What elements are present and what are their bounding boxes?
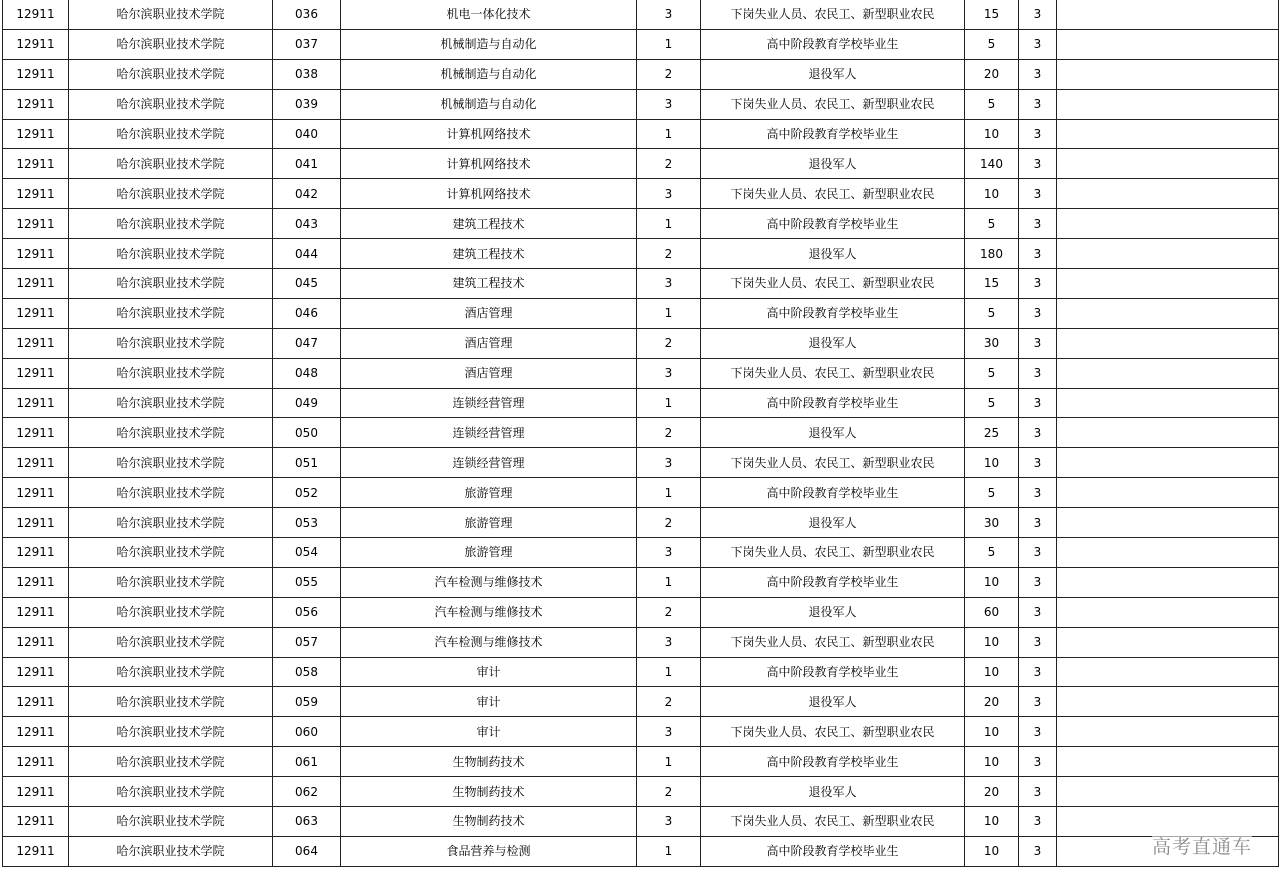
cell-remarks (1057, 119, 1279, 149)
cell-category: 1 (637, 29, 701, 59)
cell-major-name: 生物制药技术 (341, 777, 637, 807)
cell-school-name: 哈尔滨职业技术学院 (69, 29, 273, 59)
cell-school-name: 哈尔滨职业技术学院 (69, 717, 273, 747)
cell-school-name: 哈尔滨职业技术学院 (69, 89, 273, 119)
cell-applicant-type: 下岗失业人员、农民工、新型职业农民 (701, 717, 965, 747)
cell-major-code: 043 (273, 209, 341, 239)
table-row (3, 298, 1279, 328)
cell-school-code: 12911 (3, 29, 69, 59)
cell-category: 1 (637, 567, 701, 597)
cell-major-name: 酒店管理 (341, 358, 637, 388)
cell-remarks (1057, 89, 1279, 119)
cell-applicant-type: 高中阶段教育学校毕业生 (701, 747, 965, 777)
cell-quota: 10 (965, 836, 1019, 866)
cell-major-code: 041 (273, 149, 341, 179)
cell-school-code: 12911 (3, 328, 69, 358)
cell-school-code: 12911 (3, 807, 69, 837)
cell-major-code: 064 (273, 836, 341, 866)
cell-category: 2 (637, 239, 701, 269)
cell-applicant-type: 退役军人 (701, 328, 965, 358)
cell-major-name: 建筑工程技术 (341, 239, 637, 269)
cell-remarks (1057, 567, 1279, 597)
cell-applicant-type: 高中阶段教育学校毕业生 (701, 298, 965, 328)
cell-major-code: 036 (273, 0, 341, 29)
cell-applicant-type: 高中阶段教育学校毕业生 (701, 567, 965, 597)
cell-remarks (1057, 717, 1279, 747)
cell-remarks (1057, 209, 1279, 239)
cell-school-code: 12911 (3, 836, 69, 866)
cell-applicant-type: 下岗失业人员、农民工、新型职业农民 (701, 627, 965, 657)
cell-school-code: 12911 (3, 89, 69, 119)
table-row (3, 358, 1279, 388)
cell-quota: 10 (965, 567, 1019, 597)
cell-major-name: 审计 (341, 657, 637, 687)
cell-major-code: 046 (273, 298, 341, 328)
cell-quota: 5 (965, 538, 1019, 568)
table-row (3, 269, 1279, 299)
cell-school-code: 12911 (3, 567, 69, 597)
cell-category: 2 (637, 508, 701, 538)
table-row (3, 777, 1279, 807)
table-row (3, 567, 1279, 597)
cell-major-code: 054 (273, 538, 341, 568)
table-row (3, 747, 1279, 777)
cell-category: 3 (637, 89, 701, 119)
cell-duration: 3 (1019, 747, 1057, 777)
cell-duration: 3 (1019, 59, 1057, 89)
cell-remarks (1057, 59, 1279, 89)
cell-major-code: 062 (273, 777, 341, 807)
cell-quota: 15 (965, 0, 1019, 29)
cell-duration: 3 (1019, 119, 1057, 149)
cell-school-code: 12911 (3, 0, 69, 29)
cell-duration: 3 (1019, 328, 1057, 358)
cell-major-name: 审计 (341, 687, 637, 717)
cell-duration: 3 (1019, 777, 1057, 807)
cell-major-code: 058 (273, 657, 341, 687)
cell-duration: 3 (1019, 209, 1057, 239)
cell-duration: 3 (1019, 0, 1057, 29)
cell-major-code: 063 (273, 807, 341, 837)
cell-quota: 15 (965, 269, 1019, 299)
cell-major-code: 049 (273, 388, 341, 418)
cell-duration: 3 (1019, 597, 1057, 627)
cell-major-code: 053 (273, 508, 341, 538)
table-row (3, 836, 1279, 866)
cell-quota: 60 (965, 597, 1019, 627)
cell-school-name: 哈尔滨职业技术学院 (69, 0, 273, 29)
cell-category: 3 (637, 538, 701, 568)
cell-major-code: 056 (273, 597, 341, 627)
cell-applicant-type: 高中阶段教育学校毕业生 (701, 209, 965, 239)
cell-major-name: 旅游管理 (341, 508, 637, 538)
cell-applicant-type: 退役军人 (701, 59, 965, 89)
watermark-text: 高考直通车 (1152, 832, 1252, 859)
cell-school-code: 12911 (3, 747, 69, 777)
cell-school-name: 哈尔滨职业技术学院 (69, 508, 273, 538)
cell-school-code: 12911 (3, 298, 69, 328)
cell-major-name: 机械制造与自动化 (341, 89, 637, 119)
cell-school-name: 哈尔滨职业技术学院 (69, 269, 273, 299)
cell-school-name: 哈尔滨职业技术学院 (69, 836, 273, 866)
cell-category: 3 (637, 448, 701, 478)
cell-quota: 10 (965, 717, 1019, 747)
cell-school-code: 12911 (3, 209, 69, 239)
cell-major-name: 酒店管理 (341, 298, 637, 328)
cell-applicant-type: 退役军人 (701, 508, 965, 538)
cell-category: 1 (637, 657, 701, 687)
cell-quota: 20 (965, 777, 1019, 807)
cell-applicant-type: 高中阶段教育学校毕业生 (701, 657, 965, 687)
cell-school-name: 哈尔滨职业技术学院 (69, 209, 273, 239)
cell-major-name: 建筑工程技术 (341, 209, 637, 239)
cell-quota: 30 (965, 328, 1019, 358)
cell-major-name: 建筑工程技术 (341, 269, 637, 299)
cell-quota: 10 (965, 448, 1019, 478)
cell-major-name: 生物制药技术 (341, 807, 637, 837)
cell-major-code: 052 (273, 478, 341, 508)
cell-school-name: 哈尔滨职业技术学院 (69, 119, 273, 149)
cell-major-code: 037 (273, 29, 341, 59)
cell-remarks (1057, 747, 1279, 777)
cell-major-code: 061 (273, 747, 341, 777)
cell-remarks (1057, 358, 1279, 388)
cell-major-code: 044 (273, 239, 341, 269)
cell-category: 3 (637, 179, 701, 209)
cell-category: 3 (637, 358, 701, 388)
table-body (3, 0, 1279, 866)
cell-duration: 3 (1019, 807, 1057, 837)
table-row (3, 239, 1279, 269)
cell-remarks (1057, 597, 1279, 627)
cell-remarks (1057, 418, 1279, 448)
enrollment-table (2, 0, 1279, 867)
cell-duration: 3 (1019, 388, 1057, 418)
cell-school-code: 12911 (3, 418, 69, 448)
cell-school-name: 哈尔滨职业技术学院 (69, 478, 273, 508)
cell-duration: 3 (1019, 298, 1057, 328)
cell-category: 3 (637, 627, 701, 657)
cell-duration: 3 (1019, 89, 1057, 119)
cell-duration: 3 (1019, 418, 1057, 448)
cell-category: 2 (637, 149, 701, 179)
table-row (3, 418, 1279, 448)
cell-applicant-type: 下岗失业人员、农民工、新型职业农民 (701, 358, 965, 388)
cell-duration: 3 (1019, 179, 1057, 209)
table-row (3, 597, 1279, 627)
cell-school-name: 哈尔滨职业技术学院 (69, 328, 273, 358)
cell-remarks (1057, 657, 1279, 687)
table-row (3, 209, 1279, 239)
cell-school-name: 哈尔滨职业技术学院 (69, 567, 273, 597)
cell-major-code: 042 (273, 179, 341, 209)
cell-major-name: 连锁经营管理 (341, 418, 637, 448)
table-row (3, 388, 1279, 418)
cell-school-name: 哈尔滨职业技术学院 (69, 239, 273, 269)
cell-major-code: 055 (273, 567, 341, 597)
cell-applicant-type: 高中阶段教育学校毕业生 (701, 388, 965, 418)
cell-major-name: 机电一体化技术 (341, 0, 637, 29)
cell-remarks (1057, 269, 1279, 299)
table-row (3, 179, 1279, 209)
cell-category: 2 (637, 59, 701, 89)
cell-school-name: 哈尔滨职业技术学院 (69, 807, 273, 837)
cell-school-name: 哈尔滨职业技术学院 (69, 448, 273, 478)
cell-major-name: 旅游管理 (341, 538, 637, 568)
cell-duration: 3 (1019, 478, 1057, 508)
cell-category: 2 (637, 597, 701, 627)
cell-applicant-type: 下岗失业人员、农民工、新型职业农民 (701, 89, 965, 119)
cell-school-name: 哈尔滨职业技术学院 (69, 149, 273, 179)
cell-category: 1 (637, 119, 701, 149)
table-row (3, 657, 1279, 687)
cell-major-name: 汽车检测与维修技术 (341, 627, 637, 657)
cell-major-code: 048 (273, 358, 341, 388)
cell-duration: 3 (1019, 836, 1057, 866)
cell-major-name: 审计 (341, 717, 637, 747)
cell-major-name: 汽车检测与维修技术 (341, 567, 637, 597)
cell-major-name: 食品营养与检测 (341, 836, 637, 866)
cell-major-name: 生物制药技术 (341, 747, 637, 777)
table-row (3, 328, 1279, 358)
table-row (3, 538, 1279, 568)
cell-duration: 3 (1019, 567, 1057, 597)
cell-applicant-type: 退役军人 (701, 777, 965, 807)
cell-applicant-type: 下岗失业人员、农民工、新型职业农民 (701, 0, 965, 29)
cell-remarks (1057, 298, 1279, 328)
cell-quota: 5 (965, 29, 1019, 59)
cell-school-name: 哈尔滨职业技术学院 (69, 538, 273, 568)
table-row (3, 478, 1279, 508)
cell-school-code: 12911 (3, 448, 69, 478)
cell-applicant-type: 退役军人 (701, 149, 965, 179)
cell-remarks (1057, 538, 1279, 568)
cell-applicant-type: 下岗失业人员、农民工、新型职业农民 (701, 538, 965, 568)
cell-quota: 5 (965, 478, 1019, 508)
cell-major-name: 旅游管理 (341, 478, 637, 508)
cell-school-name: 哈尔滨职业技术学院 (69, 59, 273, 89)
cell-duration: 3 (1019, 687, 1057, 717)
cell-school-code: 12911 (3, 717, 69, 747)
cell-applicant-type: 高中阶段教育学校毕业生 (701, 119, 965, 149)
cell-duration: 3 (1019, 269, 1057, 299)
table-row (3, 807, 1279, 837)
cell-category: 1 (637, 209, 701, 239)
cell-school-code: 12911 (3, 627, 69, 657)
cell-applicant-type: 下岗失业人员、农民工、新型职业农民 (701, 179, 965, 209)
cell-category: 3 (637, 807, 701, 837)
cell-major-code: 040 (273, 119, 341, 149)
cell-school-code: 12911 (3, 538, 69, 568)
cell-category: 1 (637, 388, 701, 418)
cell-category: 2 (637, 687, 701, 717)
cell-school-code: 12911 (3, 149, 69, 179)
cell-school-code: 12911 (3, 59, 69, 89)
cell-major-code: 047 (273, 328, 341, 358)
cell-quota: 10 (965, 657, 1019, 687)
cell-school-name: 哈尔滨职业技术学院 (69, 777, 273, 807)
cell-remarks (1057, 179, 1279, 209)
cell-duration: 3 (1019, 239, 1057, 269)
cell-remarks (1057, 239, 1279, 269)
table-row (3, 119, 1279, 149)
cell-major-code: 050 (273, 418, 341, 448)
cell-major-name: 机械制造与自动化 (341, 59, 637, 89)
table-row (3, 0, 1279, 29)
table-row (3, 89, 1279, 119)
cell-remarks (1057, 149, 1279, 179)
cell-category: 1 (637, 478, 701, 508)
cell-major-name: 计算机网络技术 (341, 149, 637, 179)
cell-duration: 3 (1019, 149, 1057, 179)
cell-school-name: 哈尔滨职业技术学院 (69, 597, 273, 627)
table-row (3, 717, 1279, 747)
table-row (3, 508, 1279, 538)
cell-major-name: 连锁经营管理 (341, 448, 637, 478)
cell-remarks (1057, 687, 1279, 717)
cell-quota: 25 (965, 418, 1019, 448)
cell-duration: 3 (1019, 358, 1057, 388)
cell-major-code: 039 (273, 89, 341, 119)
table-row (3, 448, 1279, 478)
cell-school-code: 12911 (3, 687, 69, 717)
cell-applicant-type: 下岗失业人员、农民工、新型职业农民 (701, 448, 965, 478)
cell-school-code: 12911 (3, 777, 69, 807)
cell-remarks (1057, 777, 1279, 807)
cell-category: 3 (637, 0, 701, 29)
cell-remarks (1057, 627, 1279, 657)
cell-category: 1 (637, 298, 701, 328)
cell-quota: 20 (965, 59, 1019, 89)
cell-applicant-type: 下岗失业人员、农民工、新型职业农民 (701, 269, 965, 299)
cell-school-code: 12911 (3, 478, 69, 508)
cell-quota: 5 (965, 89, 1019, 119)
cell-applicant-type: 退役军人 (701, 239, 965, 269)
cell-school-code: 12911 (3, 388, 69, 418)
cell-category: 1 (637, 747, 701, 777)
table-row (3, 29, 1279, 59)
cell-quota: 10 (965, 179, 1019, 209)
cell-school-code: 12911 (3, 269, 69, 299)
cell-applicant-type: 高中阶段教育学校毕业生 (701, 478, 965, 508)
cell-quota: 10 (965, 747, 1019, 777)
cell-applicant-type: 退役军人 (701, 687, 965, 717)
cell-category: 2 (637, 328, 701, 358)
cell-duration: 3 (1019, 538, 1057, 568)
cell-major-code: 057 (273, 627, 341, 657)
cell-remarks (1057, 388, 1279, 418)
cell-major-name: 酒店管理 (341, 328, 637, 358)
table-row (3, 687, 1279, 717)
cell-category: 3 (637, 717, 701, 747)
cell-school-name: 哈尔滨职业技术学院 (69, 388, 273, 418)
cell-quota: 180 (965, 239, 1019, 269)
cell-school-code: 12911 (3, 119, 69, 149)
cell-major-code: 045 (273, 269, 341, 299)
cell-duration: 3 (1019, 508, 1057, 538)
cell-duration: 3 (1019, 717, 1057, 747)
cell-remarks (1057, 328, 1279, 358)
cell-major-code: 051 (273, 448, 341, 478)
cell-school-name: 哈尔滨职业技术学院 (69, 358, 273, 388)
cell-school-code: 12911 (3, 597, 69, 627)
cell-quota: 30 (965, 508, 1019, 538)
cell-quota: 10 (965, 119, 1019, 149)
cell-quota: 10 (965, 807, 1019, 837)
cell-major-code: 038 (273, 59, 341, 89)
table-row (3, 627, 1279, 657)
cell-school-name: 哈尔滨职业技术学院 (69, 418, 273, 448)
cell-category: 3 (637, 269, 701, 299)
cell-quota: 5 (965, 388, 1019, 418)
cell-remarks (1057, 448, 1279, 478)
cell-school-name: 哈尔滨职业技术学院 (69, 687, 273, 717)
cell-school-code: 12911 (3, 179, 69, 209)
table-row (3, 149, 1279, 179)
cell-quota: 5 (965, 298, 1019, 328)
cell-school-name: 哈尔滨职业技术学院 (69, 627, 273, 657)
cell-major-name: 计算机网络技术 (341, 119, 637, 149)
cell-major-code: 059 (273, 687, 341, 717)
cell-major-name: 计算机网络技术 (341, 179, 637, 209)
cell-duration: 3 (1019, 657, 1057, 687)
cell-remarks (1057, 508, 1279, 538)
cell-major-code: 060 (273, 717, 341, 747)
cell-quota: 5 (965, 209, 1019, 239)
table-row (3, 59, 1279, 89)
cell-category: 2 (637, 777, 701, 807)
cell-applicant-type: 下岗失业人员、农民工、新型职业农民 (701, 807, 965, 837)
cell-remarks (1057, 29, 1279, 59)
cell-duration: 3 (1019, 29, 1057, 59)
cell-school-name: 哈尔滨职业技术学院 (69, 179, 273, 209)
cell-quota: 140 (965, 149, 1019, 179)
cell-remarks (1057, 478, 1279, 508)
cell-category: 1 (637, 836, 701, 866)
cell-school-name: 哈尔滨职业技术学院 (69, 657, 273, 687)
cell-school-name: 哈尔滨职业技术学院 (69, 298, 273, 328)
cell-duration: 3 (1019, 448, 1057, 478)
cell-quota: 20 (965, 687, 1019, 717)
cell-category: 2 (637, 418, 701, 448)
cell-major-name: 连锁经营管理 (341, 388, 637, 418)
cell-quota: 10 (965, 627, 1019, 657)
cell-applicant-type: 高中阶段教育学校毕业生 (701, 29, 965, 59)
cell-school-code: 12911 (3, 239, 69, 269)
cell-applicant-type: 退役军人 (701, 418, 965, 448)
cell-school-code: 12911 (3, 358, 69, 388)
cell-applicant-type: 退役军人 (701, 597, 965, 627)
cell-major-name: 汽车检测与维修技术 (341, 597, 637, 627)
cell-major-name: 机械制造与自动化 (341, 29, 637, 59)
cell-school-code: 12911 (3, 508, 69, 538)
cell-school-name: 哈尔滨职业技术学院 (69, 747, 273, 777)
cell-duration: 3 (1019, 627, 1057, 657)
cell-applicant-type: 高中阶段教育学校毕业生 (701, 836, 965, 866)
cell-school-code: 12911 (3, 657, 69, 687)
cell-remarks (1057, 0, 1279, 29)
cell-quota: 5 (965, 358, 1019, 388)
